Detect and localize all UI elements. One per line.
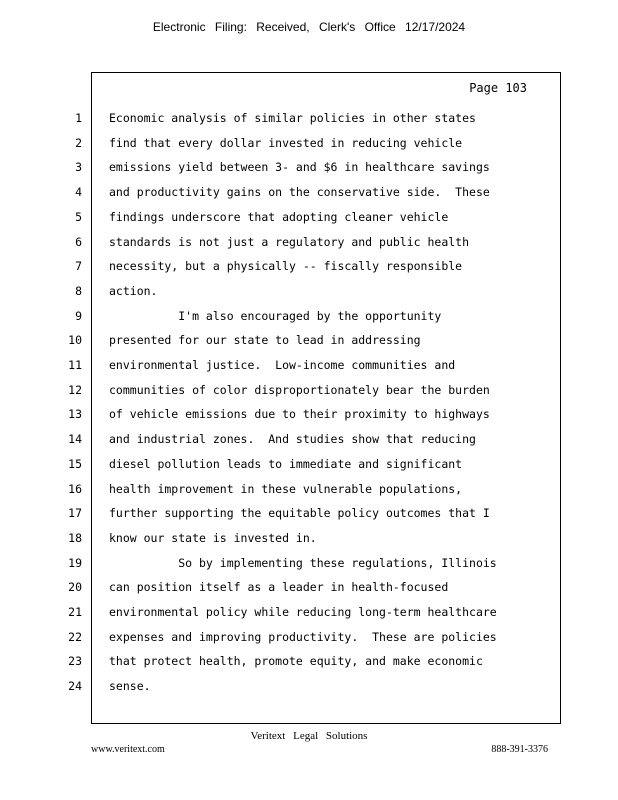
transcript-line bbox=[0, 333, 618, 358]
transcript-line bbox=[0, 284, 618, 309]
line-text: and productivity gains on the conservative side. These bbox=[109, 185, 490, 200]
line-text: of vehicle emissions due to their proximity to highways bbox=[109, 407, 490, 422]
line-number: 15 bbox=[68, 456, 82, 471]
filing-header: Electronic Filing: Received, Clerk's Office 12/17/2024 bbox=[152, 20, 466, 34]
line-number: 9 bbox=[75, 308, 82, 323]
line-number: 13 bbox=[68, 407, 82, 422]
transcript-line bbox=[0, 210, 618, 235]
line-number: 10 bbox=[68, 333, 82, 348]
transcript-line bbox=[0, 111, 618, 136]
transcript-line bbox=[0, 506, 618, 531]
line-number: 8 bbox=[75, 283, 82, 298]
line-text: communities of color disproportionately bear the burden bbox=[109, 382, 490, 397]
line-number: 21 bbox=[68, 605, 82, 619]
page-number: Page 103 bbox=[469, 81, 527, 95]
line-text: can position itself as a leader in health-focused bbox=[109, 580, 449, 595]
line-text: Economic analysis of similar policies in other states bbox=[109, 111, 476, 125]
footer-website: www.veritext.com bbox=[91, 744, 165, 755]
line-number: 6 bbox=[75, 234, 82, 249]
transcript-line bbox=[0, 432, 618, 457]
transcript-line bbox=[0, 259, 618, 284]
footer-phone: 888-391-3376 bbox=[491, 744, 548, 755]
transcript-line bbox=[0, 630, 618, 655]
line-number: 11 bbox=[68, 358, 82, 372]
line-text: findings underscore that adopting cleaner vehicle bbox=[109, 209, 449, 224]
transcript-line bbox=[0, 654, 618, 679]
line-text: standards is not just a regulatory and public health bbox=[109, 234, 470, 249]
transcript-line bbox=[0, 482, 618, 507]
line-text: health improvement in these vulnerable populations, bbox=[109, 481, 463, 496]
line-number: 1 bbox=[75, 111, 82, 125]
transcript-line bbox=[0, 383, 618, 408]
line-number: 12 bbox=[68, 382, 82, 397]
line-number: 20 bbox=[68, 580, 82, 595]
line-number: 2 bbox=[75, 135, 82, 150]
transcript-line bbox=[0, 605, 618, 630]
transcript-line bbox=[0, 136, 618, 161]
line-text: further supporting the equitable policy outcomes that I bbox=[109, 506, 490, 521]
transcript-line bbox=[0, 185, 618, 210]
line-number: 24 bbox=[68, 679, 82, 694]
line-text: necessity, but a physically -- fiscally responsible bbox=[109, 259, 463, 274]
line-text: environmental justice. Low-income communities and bbox=[109, 358, 456, 372]
transcript-line bbox=[0, 358, 618, 383]
line-text: diesel pollution leads to immediate and significant bbox=[109, 456, 463, 471]
transcript-line bbox=[0, 580, 618, 605]
line-number: 22 bbox=[68, 629, 82, 644]
transcript-line bbox=[0, 160, 618, 185]
line-text: sense. bbox=[109, 679, 151, 694]
transcript-line bbox=[0, 679, 618, 704]
line-number: 14 bbox=[68, 432, 82, 447]
transcript-line bbox=[0, 457, 618, 482]
transcript-line bbox=[0, 235, 618, 260]
transcript-line bbox=[0, 556, 618, 581]
line-text: I'm also encouraged by the opportunity bbox=[109, 308, 442, 323]
line-number: 4 bbox=[75, 185, 82, 200]
line-number: 16 bbox=[68, 481, 82, 496]
line-text: that protect health, promote equity, and make economic bbox=[109, 654, 483, 669]
line-text: presented for our state to lead in addressing bbox=[109, 333, 421, 348]
line-number: 19 bbox=[68, 555, 82, 570]
line-text: action. bbox=[109, 283, 158, 298]
line-number: 7 bbox=[75, 259, 82, 274]
line-text: expenses and improving productivity. These are policies bbox=[109, 629, 497, 644]
line-number: 18 bbox=[68, 530, 82, 545]
footer-company: Veritext Legal Solutions bbox=[250, 730, 368, 742]
line-number: 3 bbox=[75, 160, 82, 175]
line-number: 5 bbox=[75, 209, 82, 224]
line-text: So by implementing these regulations, Illinois bbox=[109, 555, 497, 570]
line-text: and industrial zones. And studies show that reducing bbox=[109, 432, 476, 447]
line-text: know our state is invested in. bbox=[109, 530, 317, 545]
transcript-line bbox=[0, 531, 618, 556]
transcript-line bbox=[0, 407, 618, 432]
line-number: 17 bbox=[68, 506, 82, 521]
line-number: 23 bbox=[68, 654, 82, 669]
transcript-line bbox=[0, 309, 618, 334]
line-text: emissions yield between 3- and $6 in healthcare savings bbox=[109, 160, 490, 175]
line-text: environmental policy while reducing long-term healthcare bbox=[109, 605, 497, 619]
line-text: find that every dollar invested in reducing vehicle bbox=[109, 135, 463, 150]
